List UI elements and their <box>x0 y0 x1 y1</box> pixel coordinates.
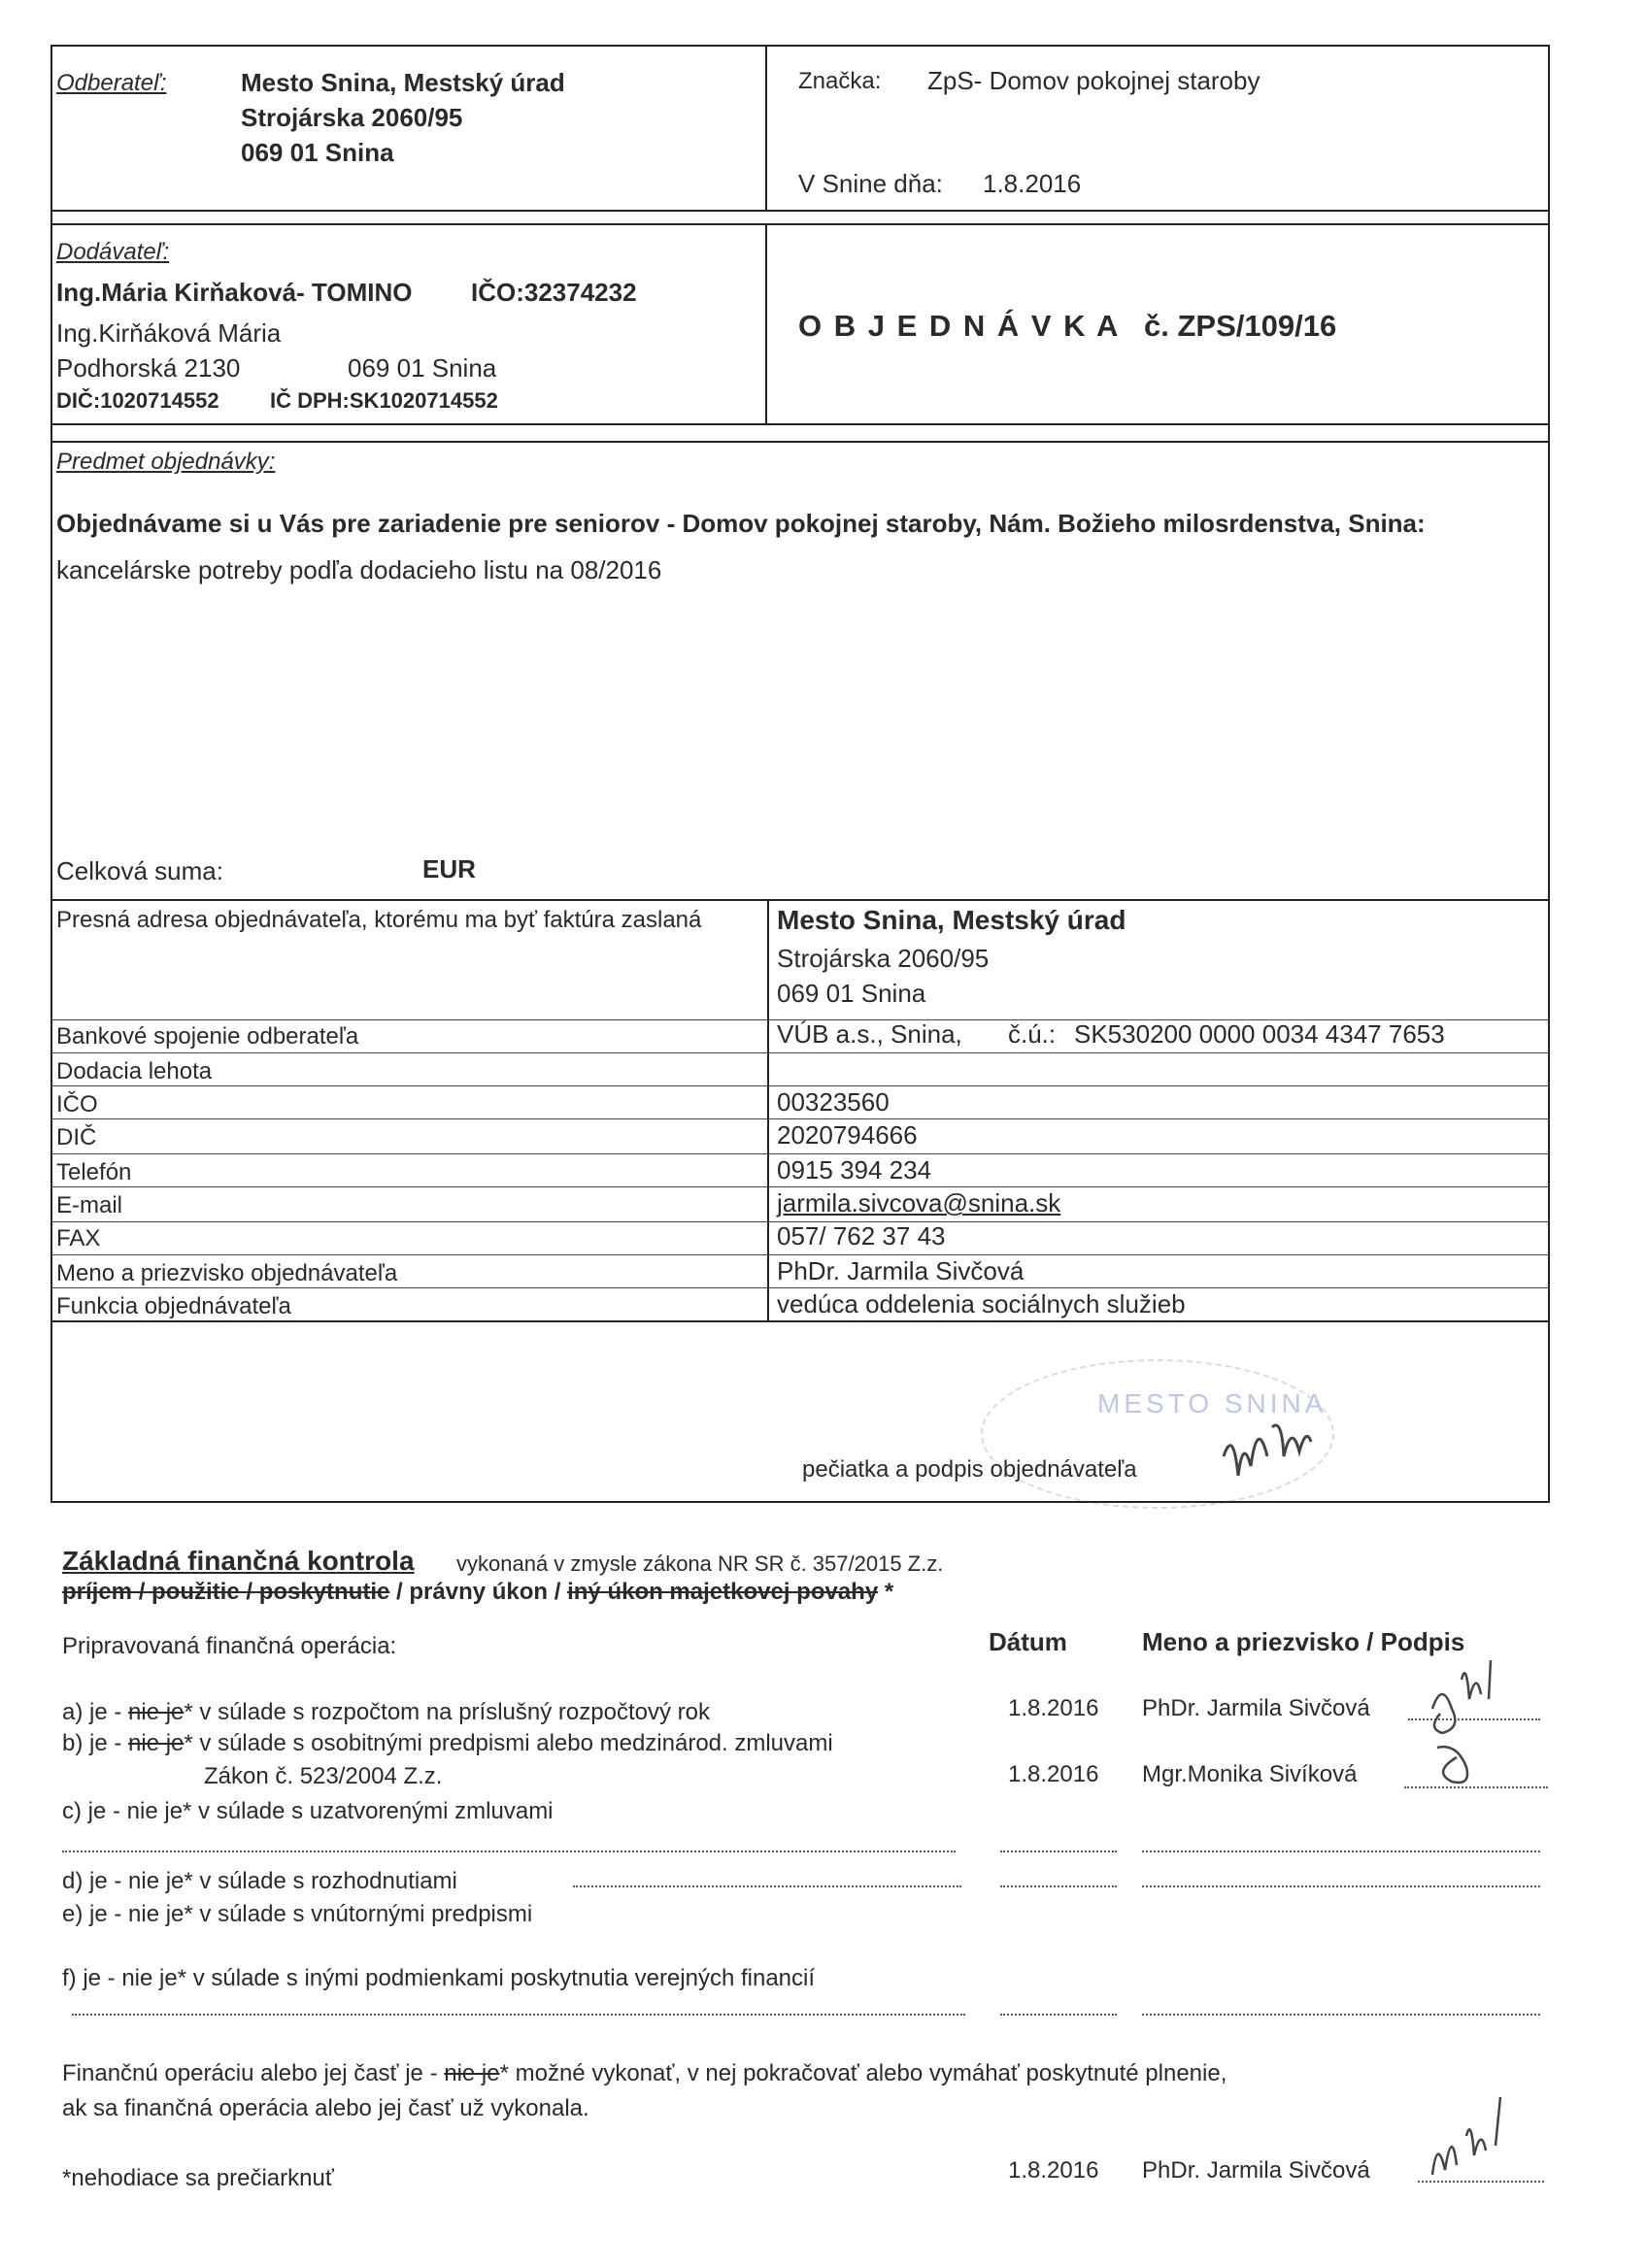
odberatel-name: Mesto Snina, Mestský úrad <box>241 68 565 97</box>
predmet-main: Objednávame si u Vás pre zariadenie pre seniorov - Domov pokojnej staroby, Nám. Božieho milosrdenstva, Snina: <box>56 509 1426 538</box>
date-value: 1.8.2016 <box>983 169 1082 198</box>
signature-stamp-icon <box>1214 1398 1340 1505</box>
predmet-label: Predmet objednávky: <box>56 449 276 475</box>
invoice-address-name: Mesto Snina, Mestský úrad <box>777 905 1126 935</box>
check-b-name: Mgr.Monika Sivíková <box>1142 1761 1358 1787</box>
row-value-ico: 00323560 <box>777 1087 890 1117</box>
order-number: č. ZPS/109/16 <box>1144 309 1337 343</box>
control-line2-end: * <box>878 1579 894 1605</box>
predmet-detail: kancelárske potreby podľa dodacieho listu na 08/2016 <box>56 555 662 584</box>
znacka-value: ZpS- Domov pokojnej staroby <box>927 66 1260 95</box>
check-a: a) je - nie je* v súlade s rozpočtom na príslušný rozpočtový rok <box>62 1699 710 1725</box>
col-date-header: Dátum <box>989 1627 1067 1656</box>
stamp-text: MESTO SNINA <box>1097 1388 1328 1418</box>
control-title-suffix: vykonaná v zmysle zákona NR SR č. 357/2015 Z.z. <box>456 1551 944 1576</box>
dodavatel-street: Podhorská 2130 <box>56 353 241 383</box>
check-f-date-line <box>1000 2014 1117 2016</box>
check-f-line <box>72 2014 965 2016</box>
row-value-telefon: 0915 394 234 <box>777 1155 932 1184</box>
row-value-dic: 2020794666 <box>777 1120 918 1150</box>
final-statement: Finančnú operáciu alebo jej časť je - nie je* možné vykonať, v nej pokračovať alebo vymáhať poskytnuté plnenie, <box>62 2060 1227 2086</box>
check-e: e) je - nie je* v súlade s vnútornými predpismi <box>62 1901 533 1927</box>
account-value: SK530200 0000 0034 4347 7653 <box>1074 1019 1445 1049</box>
col-name-header: Meno a priezvisko / Podpis <box>1142 1627 1465 1656</box>
date-label: V Snine dňa: <box>798 169 943 198</box>
check-c-sign-line <box>1142 1851 1540 1852</box>
check-f-sign-line <box>1142 2014 1540 2016</box>
operation-label: Pripravovaná finančná operácia: <box>62 1633 397 1659</box>
dodavatel-city: 069 01 Snina <box>348 353 497 383</box>
dodavatel-dic: DIČ:1020714552 <box>56 388 219 413</box>
sum-currency: EUR <box>422 854 476 884</box>
check-a-date: 1.8.2016 <box>1008 1695 1099 1721</box>
check-a-name: PhDr. Jarmila Sivčová <box>1142 1695 1370 1721</box>
check-c-line <box>62 1851 956 1852</box>
row-label-telefon: Telefón <box>56 1159 132 1185</box>
sum-label: Celková suma: <box>56 856 223 885</box>
final-date: 1.8.2016 <box>1008 2157 1099 2184</box>
invoice-address-city: 069 01 Snina <box>777 979 926 1008</box>
control-title: Základná finančná kontrola <box>62 1546 415 1576</box>
odberatel-label: Odberateľ: <box>56 70 167 96</box>
row-label-dic: DIČ <box>56 1124 97 1151</box>
row-label-fax: FAX <box>56 1225 101 1251</box>
check-d-date-line <box>1000 1885 1117 1887</box>
check-c-date-line <box>1000 1851 1117 1852</box>
row-label-email: E-mail <box>56 1192 123 1218</box>
odberatel-street: Strojárska 2060/95 <box>241 103 463 132</box>
check-b-date: 1.8.2016 <box>1008 1761 1099 1787</box>
check-d: d) je - nie je* v súlade s rozhodnutiami <box>62 1868 457 1894</box>
account-label: č.ú.: <box>1008 1019 1057 1049</box>
bank-value: VÚB a.s., Snina, <box>777 1019 962 1049</box>
control-line2 <box>62 1579 893 1606</box>
final-name: PhDr. Jarmila Sivčová <box>1142 2157 1370 2184</box>
row-label-ico: IČO <box>56 1091 98 1117</box>
invoice-address-label: Presná adresa objednávateľa, ktorému ma byť faktúra zaslaná <box>56 907 702 933</box>
znacka-label: Značka: <box>798 68 882 94</box>
control-line2-struck: príjem / použitie / poskytnutie <box>62 1579 390 1605</box>
check-c: c) je - nie je* v súlade s uzatvorenými zmluvami <box>62 1798 554 1824</box>
dodavatel-icdph: IČ DPH:SK1020714552 <box>270 388 498 413</box>
check-f: f) je - nie je* v súlade s inými podmienkami poskytnutia verejných financií <box>62 1965 816 1991</box>
odberatel-city: 069 01 Snina <box>241 138 394 167</box>
row-value-meno: PhDr. Jarmila Sivčová <box>777 1256 1025 1285</box>
dodavatel-label: Dodávateľ: <box>56 239 170 265</box>
invoice-address-street: Strojárska 2060/95 <box>777 944 990 973</box>
check-d-sign-line <box>1142 1885 1540 1887</box>
row-label-funkcia: Funkcia objednávateľa <box>56 1293 291 1319</box>
signature-b-icon <box>1428 1738 1496 1796</box>
check-b: b) je - nie je* v súlade s osobitnými predpismi alebo medzinárod. zmluvami <box>62 1730 833 1756</box>
row-value-fax: 057/ 762 37 43 <box>777 1221 946 1251</box>
dodavatel-line2: Ing.Kirňáková Mária <box>56 318 282 348</box>
row-label-meno: Meno a priezvisko objednávateľa <box>56 1260 398 1286</box>
footnote: *nehodiace sa prečiarknuť <box>62 2165 334 2191</box>
dodavatel-ico: IČO:32374232 <box>471 278 637 307</box>
check-b-law: Zákon č. 523/2004 Z.z. <box>204 1763 443 1789</box>
signature-final-icon <box>1418 2087 1525 2194</box>
control-line2-struck2: iný úkon majetkovej povahy <box>567 1579 879 1605</box>
final-statement-line2: ak sa finančná operácia alebo jej časť už vykonala. <box>62 2095 589 2121</box>
row-value-funkcia: vedúca oddelenia sociálnych služieb <box>777 1289 1186 1318</box>
check-d-line <box>573 1885 961 1887</box>
dodavatel-name: Ing.Mária Kirňaková- TOMINO <box>56 278 413 307</box>
order-title: O B J E D N Á V K A <box>798 309 1121 343</box>
bank-label: Bankové spojenie odberateľa <box>56 1023 359 1050</box>
control-line2-mid: / právny úkon / <box>389 1579 568 1605</box>
row-value-email[interactable]: jarmila.sivcova@snina.sk <box>777 1188 1061 1217</box>
row-label-dodacia-lehota: Dodacia lehota <box>56 1058 213 1084</box>
stamp-label: pečiatka a podpis objednávateľa <box>802 1456 1137 1483</box>
